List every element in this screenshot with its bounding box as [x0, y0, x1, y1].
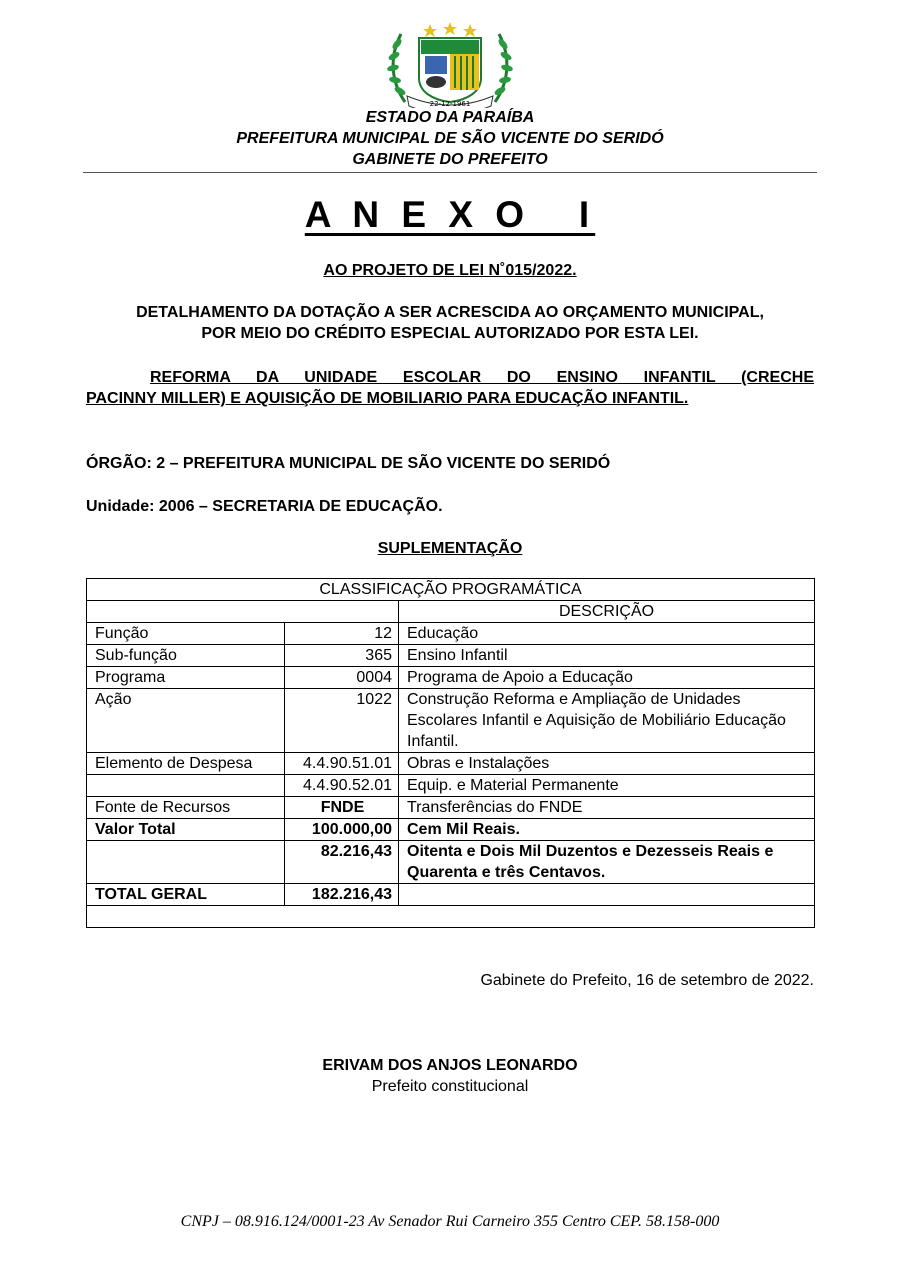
row-code: 12: [285, 623, 399, 645]
table-row: [87, 753, 815, 775]
table-row: [87, 689, 815, 753]
row-code: FNDE: [285, 797, 399, 819]
table-row: [87, 819, 815, 841]
row-description: Equip. e Material Permanente: [399, 775, 815, 797]
row-label: Valor Total: [87, 819, 285, 841]
detail-line-1: DETALHAMENTO DA DOTAÇÃO A SER ACRESCIDA AO ORÇAMENTO MUNICIPAL,: [136, 304, 764, 321]
row-code: 365: [285, 645, 399, 667]
row-label: TOTAL GERAL: [87, 884, 285, 906]
signatory-role: Prefeito constitucional: [371, 1078, 529, 1095]
date-line: Gabinete do Prefeito, 16 de setembro de 2022.: [480, 972, 814, 989]
signatory-name: ERIVAM DOS ANJOS LEONARDO: [322, 1057, 578, 1074]
row-code: 100.000,00: [285, 819, 399, 841]
row-description: [399, 884, 815, 906]
row-code: 82.216,43: [285, 841, 399, 884]
table-row: [87, 623, 815, 645]
table-row: [87, 645, 815, 667]
bill-reference: AO PROJETO DE LEI N˚015/2022.: [323, 262, 577, 279]
table-empty-row: [87, 906, 815, 928]
row-label: [87, 775, 285, 797]
row-code: 0004: [285, 667, 399, 689]
svg-text:22-12-1961: 22-12-1961: [429, 100, 471, 108]
header-state: ESTADO DA PARAÍBA: [365, 109, 535, 126]
row-label: Função: [87, 623, 285, 645]
table-title-row: [87, 579, 815, 601]
classification-table: [86, 578, 815, 928]
table-row: [87, 775, 815, 797]
row-label: Ação: [87, 689, 285, 753]
header-prefecture: PREFEITURA MUNICIPAL DE SÃO VICENTE DO SERIDÓ: [236, 130, 664, 147]
row-label: [87, 841, 285, 884]
row-code: 4.4.90.51.01: [285, 753, 399, 775]
row-label: Sub-função: [87, 645, 285, 667]
orgao-line: ÓRGÃO: 2 – PREFEITURA MUNICIPAL DE SÃO VICENTE DO SERIDÓ: [86, 455, 611, 472]
row-description: Oitenta e Dois Mil Duzentos e Dezesseis Reais e Quarenta e três Centavos.: [399, 841, 815, 884]
row-description: Transferências do FNDE: [399, 797, 815, 819]
row-label: Elemento de Despesa: [87, 753, 285, 775]
table-row: [87, 797, 815, 819]
row-description: Educação: [399, 623, 815, 645]
row-description: Obras e Instalações: [399, 753, 815, 775]
row-description: Ensino Infantil: [399, 645, 815, 667]
purpose-line-1: REFORMA DA UNIDADE ESCOLAR DO ENSINO INFANTIL (CRECHE: [150, 369, 814, 386]
municipal-crest: [383, 22, 517, 108]
row-description: Programa de Apoio a Educação: [399, 667, 815, 689]
row-code: 182.216,43: [285, 884, 399, 906]
table-row: [87, 667, 815, 689]
unidade-line: Unidade: 2006 – SECRETARIA DE EDUCAÇÃO.: [86, 498, 443, 515]
footer-address: CNPJ – 08.916.124/0001-23 Av Senador Rui Carneiro 355 Centro CEP. 58.158-000: [180, 1213, 720, 1230]
detail-line-2: POR MEIO DO CRÉDITO ESPECIAL AUTORIZADO POR ESTA LEI.: [201, 325, 699, 342]
section-heading: SUPLEMENTAÇÃO: [377, 540, 523, 557]
purpose-line-2: PACINNY MILLER) E AQUISIÇÃO DE MOBILIARIO PARA EDUCAÇÃO INFANTIL.: [86, 390, 689, 407]
page-title: A N E X O I: [304, 194, 596, 235]
row-code: 1022: [285, 689, 399, 753]
description-header: DESCRIÇÃO: [399, 601, 815, 623]
header-office: GABINETE DO PREFEITO: [352, 151, 548, 168]
row-description: Construção Reforma e Ampliação de Unidades Escolares Infantil e Aquisição de Mobiliário Educação Infantil.: [399, 689, 815, 753]
row-description: Cem Mil Reais.: [399, 819, 815, 841]
header-divider: [83, 172, 817, 173]
table-title: CLASSIFICAÇÃO PROGRAMÁTICA: [87, 579, 815, 601]
row-label: Fonte de Recursos: [87, 797, 285, 819]
table-header-row: [87, 601, 815, 623]
table-row: [87, 841, 815, 884]
table-row: [87, 884, 815, 906]
row-code: 4.4.90.52.01: [285, 775, 399, 797]
row-label: Programa: [87, 667, 285, 689]
